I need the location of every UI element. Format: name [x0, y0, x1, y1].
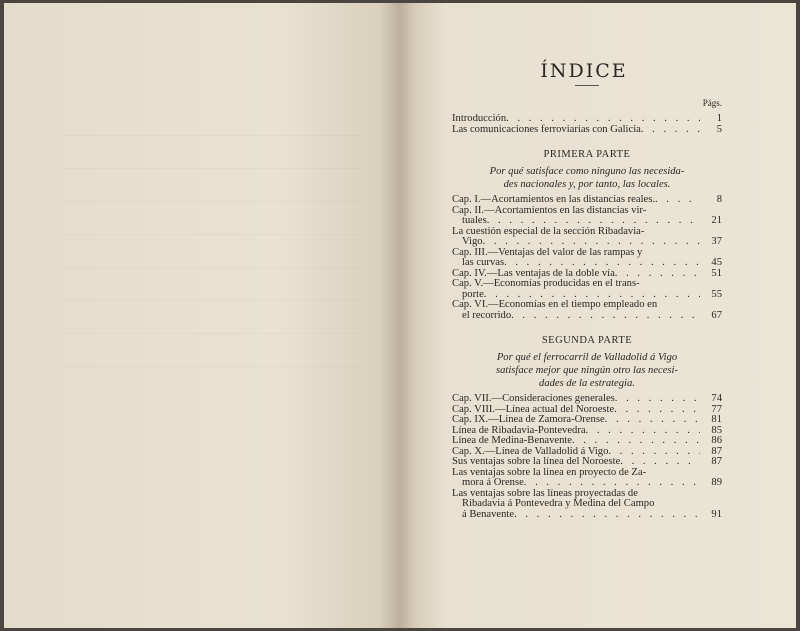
- toc-entry-line: [452, 216, 722, 227]
- toc-entry-line: [452, 125, 722, 136]
- subtitle-line: Por qué el ferrocarril de Valladolid á Vigo: [496, 352, 678, 363]
- leader-dots: [511, 311, 700, 322]
- subtitle-line: dades de la estrategia.: [539, 378, 635, 389]
- toc-page-number: 37: [711, 236, 722, 247]
- leader-dots: [620, 457, 700, 468]
- toc-entry-text: Las comunicaciones ferroviarias con Galicia: [452, 123, 641, 135]
- toc-entry-text: Cap. VI.—Economías en el tiempo empleado en: [452, 299, 658, 310]
- toc-entry-text: Sus ventajas sobre la línea del Noroeste: [452, 456, 621, 467]
- part2-heading: SEGUNDA PARTE: [541, 335, 633, 346]
- part1-heading: PRIMERA PARTE: [543, 149, 631, 160]
- toc-entry-text: Cap. III.—Ventajas del valor de las rampas y: [452, 246, 643, 258]
- toc-entry-text: Cap. X.—Línea de Valladolid á Vigo: [452, 445, 609, 457]
- toc-entry-text: Vigo: [462, 236, 483, 247]
- toc-entry-line: [452, 394, 722, 405]
- toc-entry-text: Línea de Medina-Benavente: [452, 435, 573, 446]
- toc-entry-text: Cap. V.—Economías producidas en el trans-: [452, 278, 640, 289]
- toc-page-number: 67: [711, 309, 722, 321]
- toc-page-number: 86: [711, 435, 722, 446]
- toc-entry-text: Cap. VIII.—Línea actual del Noroeste: [452, 403, 615, 415]
- toc-page-number: 77: [711, 403, 722, 415]
- part1-subtitle: [452, 165, 722, 191]
- toc-page-number: 87: [711, 445, 722, 457]
- title-rule: [575, 85, 599, 86]
- leader-dots: [608, 447, 700, 458]
- toc-page-number: 74: [711, 393, 722, 404]
- toc-entry-text: Ribadavia á Pontevedra y Medina del Campo: [462, 498, 655, 509]
- toc-page-number: 89: [711, 477, 722, 488]
- subtitle-line: des nacionales y, por tanto, las locales.: [503, 179, 671, 190]
- toc-page-number: 51: [711, 267, 722, 279]
- toc-entry-line: [452, 227, 722, 238]
- leader-dots: [506, 114, 700, 125]
- toc-entry-text: el recorrido: [462, 309, 512, 321]
- part1-entries: [452, 195, 722, 321]
- toc-entry-text: Cap. IX.—Línea de Zamora-Orense: [452, 414, 605, 425]
- toc-page-number: 55: [711, 288, 722, 300]
- show-through-text: [64, 113, 364, 383]
- toc-page-number: 45: [711, 257, 722, 268]
- left-page: [4, 3, 399, 628]
- toc-entry-text: á Benavente: [462, 508, 515, 520]
- leader-dots: [524, 478, 700, 489]
- toc-entry-text: Línea de Ribadavia-Pontevedra: [452, 424, 586, 436]
- toc-entry-text: Las ventajas sobre la línea en proyecto de Za-: [452, 466, 647, 478]
- leader-dots: [487, 216, 700, 227]
- toc-entry-line: [452, 415, 722, 426]
- toc-entry-line: [452, 499, 722, 510]
- leader-dots: [641, 125, 700, 136]
- intro-entries: [452, 114, 722, 135]
- toc-entry-text: mora á Orense: [462, 477, 524, 488]
- toc-entry-line: [452, 237, 722, 248]
- toc-entry-text: Cap. VII.—Consideraciones generales: [452, 393, 615, 404]
- part2-subtitle: [452, 351, 722, 390]
- toc-entry-text: Cap. II.—Acortamientos en las distancias vir-: [452, 204, 647, 216]
- pages-column-label: Págs.: [702, 98, 722, 108]
- toc-entry-line: [452, 300, 722, 311]
- toc-entry-text: Cap. IV.—Las ventajas de la doble vía: [452, 267, 615, 279]
- toc-entry-text: tuales: [462, 215, 487, 226]
- page-title: ÍNDICE: [540, 60, 628, 82]
- toc-entry-text: Cap. I.—Acortamientos en las distancias reales.: [452, 194, 655, 205]
- toc-entry-text: Introducción: [452, 113, 507, 124]
- toc-entry-text: porte: [462, 288, 484, 300]
- toc-page-number: 91: [711, 508, 722, 520]
- toc-entry-line: [452, 258, 722, 269]
- toc-entry-text: Las ventajas sobre las líneas proyectadas de: [452, 487, 638, 499]
- toc-page-number: 87: [711, 456, 722, 467]
- table-of-contents: [452, 60, 722, 520]
- leader-dots: [572, 436, 700, 447]
- subtitle-line: satisface mejor que ningún otro las necesi-: [495, 365, 679, 376]
- toc-page-number: 5: [716, 123, 722, 135]
- toc-entry-text: las curvas: [462, 257, 505, 268]
- leader-dots: [586, 426, 700, 437]
- toc-entry-line: [452, 510, 722, 521]
- toc-page-number: 85: [711, 424, 722, 436]
- toc-entry-text: La cuestión especial de la sección Ribadavia-: [452, 225, 645, 237]
- leader-dots: [605, 415, 700, 426]
- toc-page-number: 8: [716, 194, 722, 205]
- part2-entries: [452, 394, 722, 520]
- subtitle-line: Por qué satisface como ninguno las necesida-: [489, 166, 685, 177]
- leader-dots: [483, 237, 700, 248]
- toc-entry-line: [452, 114, 722, 125]
- toc-page-number: 1: [716, 113, 722, 124]
- toc-page-number: 21: [711, 215, 722, 226]
- leader-dots: [615, 394, 700, 405]
- toc-entry-line: [452, 195, 722, 206]
- toc-page-number: 81: [711, 414, 722, 425]
- leader-dots: [504, 258, 700, 269]
- toc-entry-line: [452, 311, 722, 322]
- toc-entry-line: [452, 457, 722, 468]
- leader-dots: [655, 195, 700, 206]
- toc-entry-line: [452, 478, 722, 489]
- toc-entry-line: [452, 279, 722, 290]
- leader-dots: [614, 405, 700, 416]
- toc-entry-line: [452, 436, 722, 447]
- toc-entry-line: [452, 206, 722, 217]
- leader-dots: [514, 510, 700, 521]
